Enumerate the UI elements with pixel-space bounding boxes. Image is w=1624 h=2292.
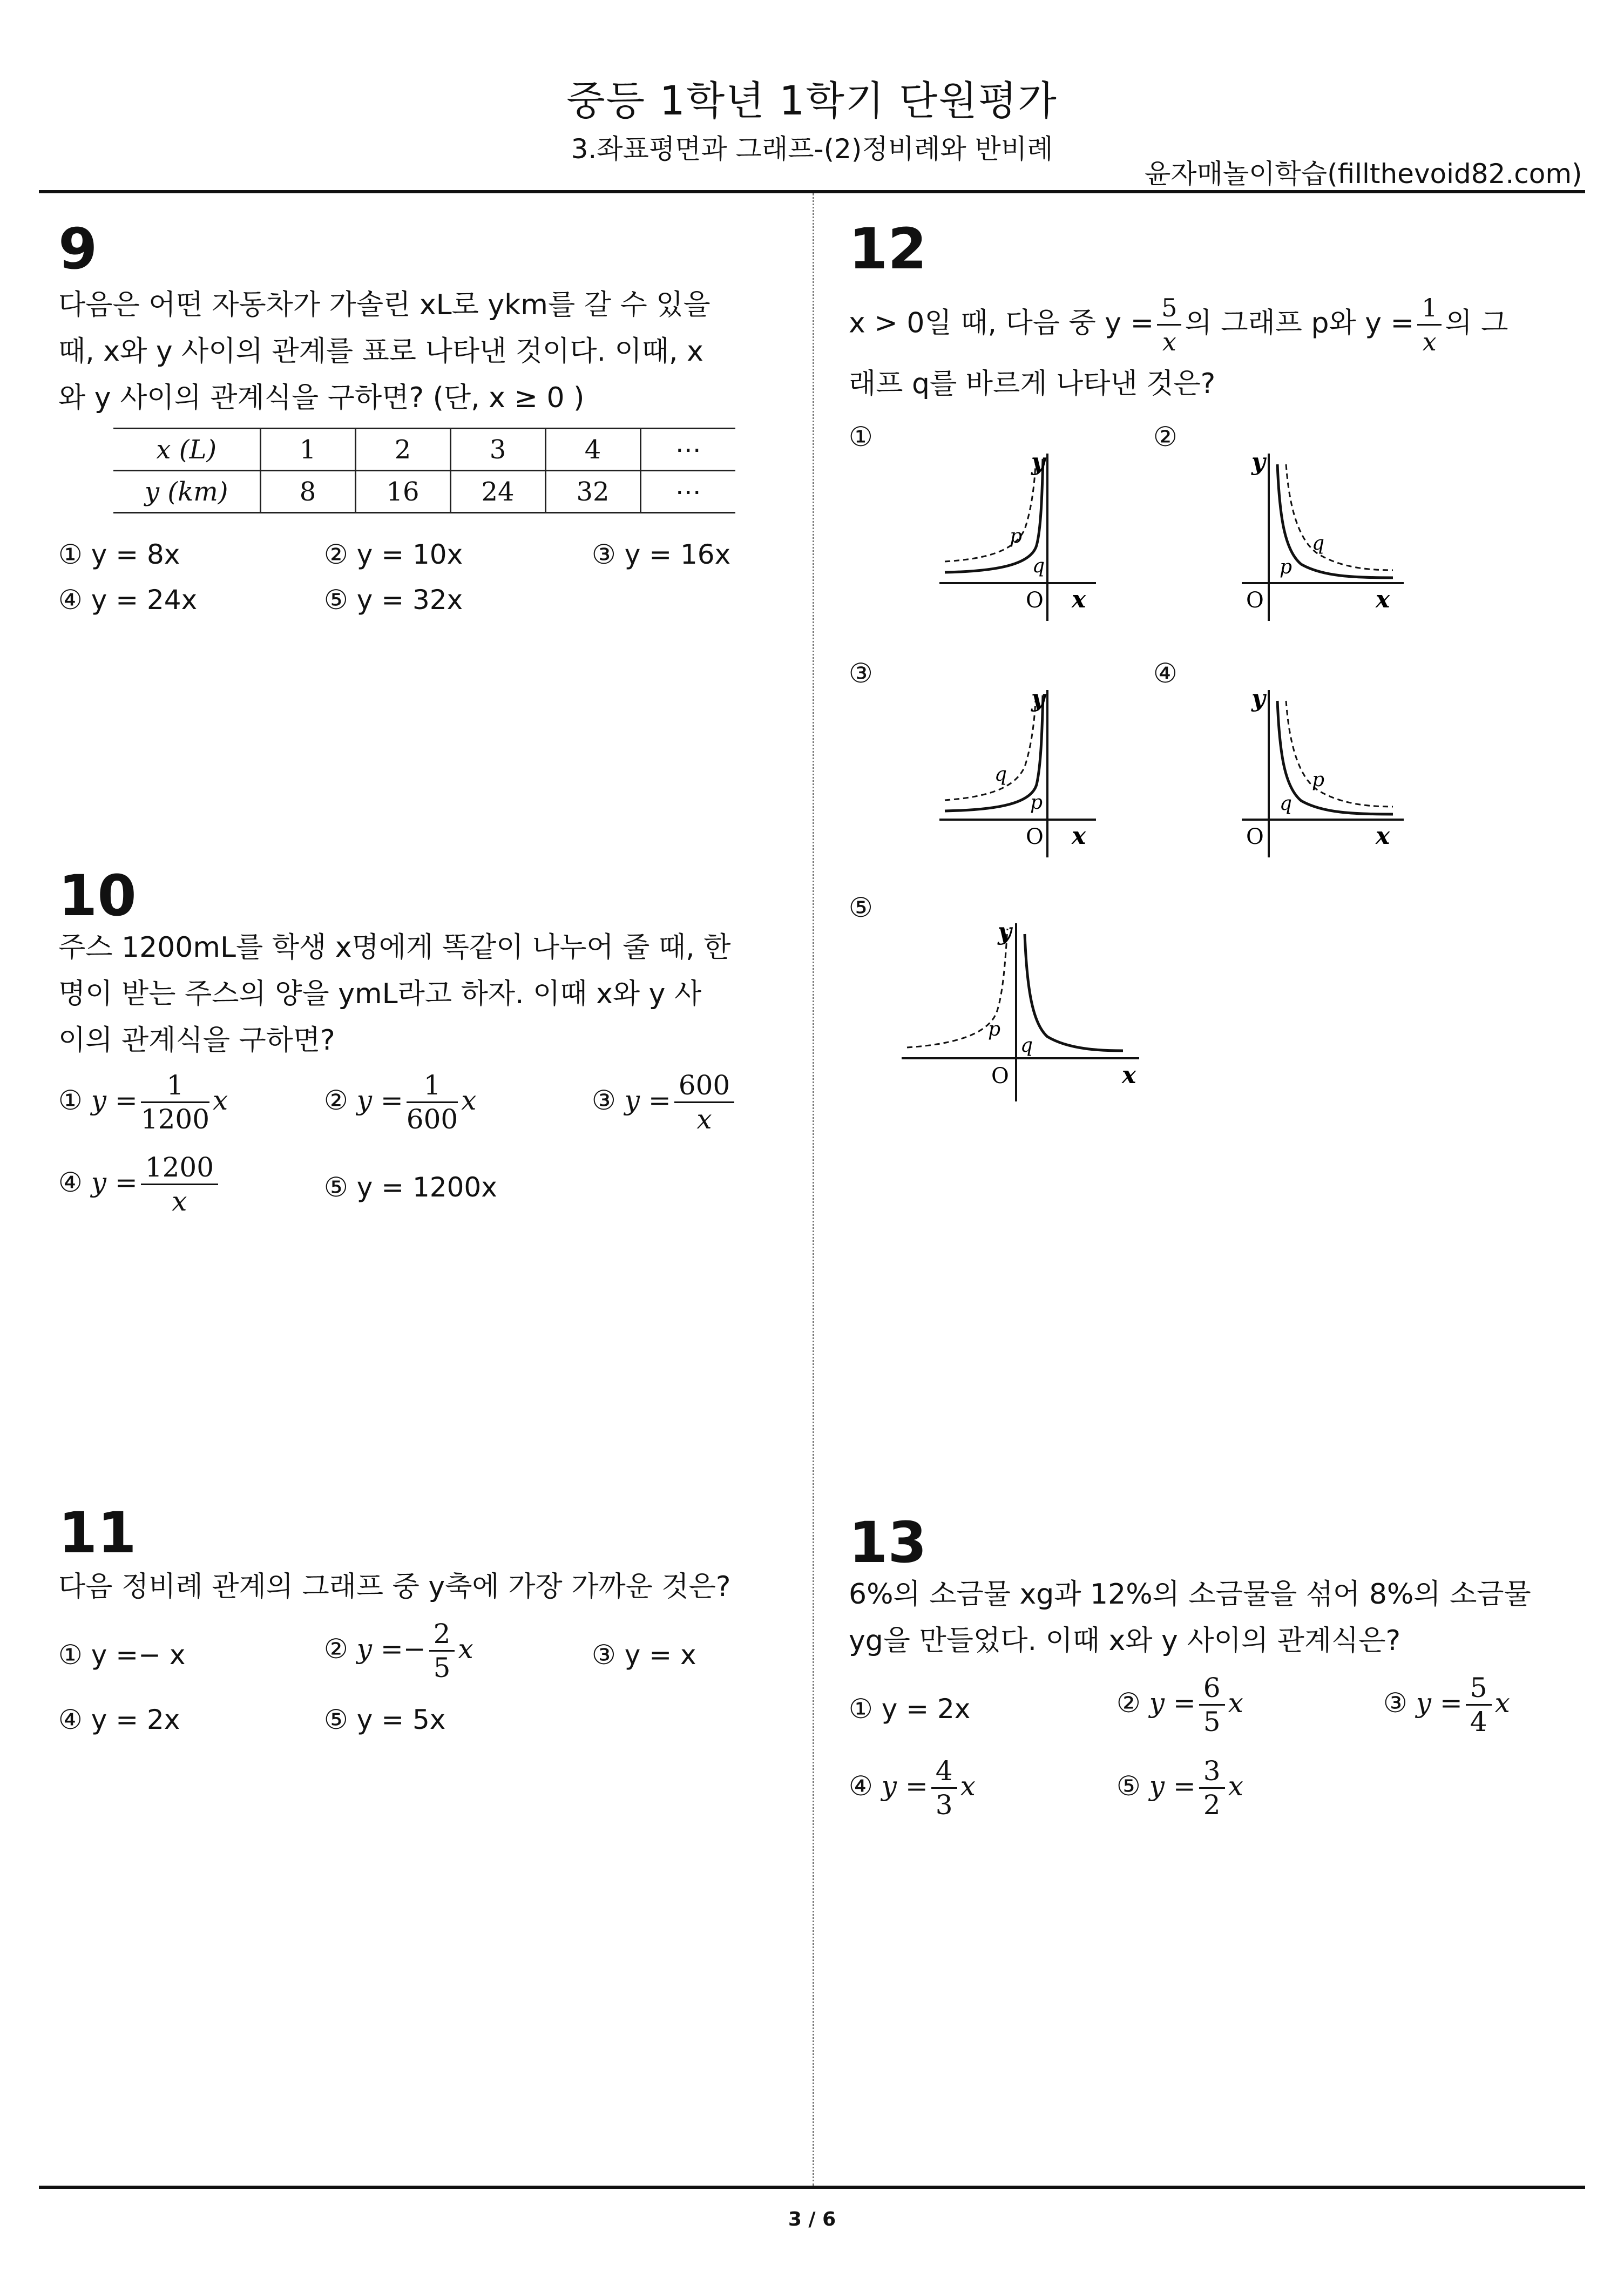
curve-p-label: p: [1010, 525, 1023, 547]
origin-label: O: [1026, 588, 1044, 613]
denominator: 2: [1203, 1789, 1221, 1821]
option-mark: ①: [58, 1085, 83, 1116]
question-11-option-5[interactable]: ⑤ y = 5x: [324, 1704, 446, 1735]
footer-rule: [39, 2186, 1585, 2189]
curve-q-label: q: [1280, 793, 1293, 815]
table-row: [113, 429, 735, 471]
denominator: 4: [1470, 1706, 1487, 1737]
denominator: x: [1422, 327, 1437, 356]
question-12-choice-4-label[interactable]: ④: [1153, 658, 1178, 689]
question-9-option-3[interactable]: ③ y = 16x: [592, 539, 731, 570]
option-suffix: x: [1494, 1687, 1510, 1719]
table-cell: 1: [260, 429, 355, 471]
question-10-option-1[interactable]: [58, 1069, 228, 1135]
numerator: 1200: [141, 1151, 218, 1185]
question-12-choice-5-label[interactable]: ⑤: [849, 892, 873, 923]
option-suffix: x: [1228, 1687, 1243, 1719]
curve-p: [1286, 701, 1393, 807]
numerator: 1: [1417, 292, 1442, 326]
column-divider: [813, 193, 814, 2186]
question-13-option-2[interactable]: [1116, 1672, 1243, 1738]
question-12-fragment: 의 그: [1445, 307, 1508, 340]
numerator: 4: [931, 1755, 957, 1789]
y-axis-label: y: [998, 918, 1012, 945]
page-title: 중등 1학년 1학기 단원평가: [566, 78, 1058, 124]
question-9-line: 때, x와 y 사이의 관계를 표로 나타낸 것이다. 이때, x: [58, 335, 703, 368]
question-13-line: 6%의 소금물 xg과 12%의 소금물을 섞어 8%의 소금물: [849, 1578, 1531, 1611]
denominator: 5: [1203, 1706, 1221, 1737]
table-header-x: x (L): [113, 429, 260, 471]
question-13-line: yg을 만들었다. 이때 x와 y 사이의 관계식은?: [849, 1625, 1401, 1657]
fraction: [931, 1755, 957, 1821]
denominator: x: [1162, 327, 1176, 356]
y-axis-label: y: [1251, 448, 1266, 476]
option-mark: ④: [849, 1770, 873, 1802]
y-axis-label: y: [1251, 685, 1266, 712]
question-13-option-4[interactable]: [849, 1755, 976, 1821]
question-13-text: [849, 1571, 1531, 1664]
question-10-line: 이의 관계식을 구하면?: [58, 1024, 335, 1057]
curve-q: [945, 701, 1036, 800]
origin-label: O: [1026, 824, 1044, 849]
option-lhs: y =: [91, 1167, 138, 1198]
question-10-number: 10: [58, 863, 137, 929]
origin-label: O: [1246, 588, 1264, 613]
question-12-line: 래프 q를 바르게 나타낸 것은?: [849, 368, 1216, 400]
numerator: 3: [1199, 1755, 1225, 1789]
table-cell: 24: [450, 471, 545, 513]
question-10-option-4[interactable]: [58, 1151, 221, 1218]
question-11-option-1[interactable]: ① y =− x: [58, 1639, 186, 1671]
option-mark: ⑤: [1116, 1770, 1141, 1802]
option-lhs: y =: [1416, 1687, 1463, 1719]
x-axis-label: x: [1376, 822, 1390, 850]
question-9-table: [113, 428, 735, 513]
question-12-graph-2[interactable]: [1236, 448, 1409, 626]
curve-q: [1025, 934, 1123, 1051]
x-axis-label: x: [1072, 822, 1086, 850]
question-12-fragment: 의 그래프 p와 y =: [1185, 307, 1415, 340]
question-11-option-3[interactable]: ③ y = x: [592, 1639, 696, 1671]
question-12-number: 12: [849, 216, 927, 282]
curve-q-label: q: [1032, 555, 1045, 577]
question-12-graph-1[interactable]: [934, 448, 1107, 626]
unit-subtitle: 3.좌표평면과 그래프-(2)정비례와 반비례: [571, 133, 1053, 165]
curve-q-label: q: [1312, 532, 1325, 555]
table-header-y: y (km): [113, 471, 260, 513]
table-cell: ⋯: [640, 429, 735, 471]
table-cell: 2: [355, 429, 450, 471]
question-12-choice-3-label[interactable]: ③: [849, 658, 873, 689]
denominator: 5: [433, 1652, 451, 1683]
curve-p-label: p: [988, 1018, 1001, 1040]
fraction: [674, 1069, 734, 1135]
question-11-number: 11: [58, 1500, 137, 1566]
question-10-line: 주스 1200mL를 학생 x명에게 똑같이 나누어 줄 때, 한: [58, 931, 731, 964]
numerator: 1: [407, 1069, 458, 1103]
question-11-text: 다음 정비례 관계의 그래프 중 y축에 가장 가까운 것은?: [58, 1571, 731, 1603]
x-axis-label: x: [1122, 1062, 1136, 1089]
option-mark: ②: [324, 1633, 348, 1665]
y-axis-label: y: [1031, 448, 1045, 476]
fraction: [1466, 1672, 1492, 1738]
x-axis-label: x: [1072, 586, 1086, 613]
table-cell: ⋯: [640, 471, 735, 513]
question-9-option-4[interactable]: ④ y = 24x: [58, 584, 198, 616]
question-9-line: 다음은 어떤 자동차가 가솔린 xL로 ykm를 갈 수 있을: [58, 289, 710, 321]
option-lhs: y =−: [356, 1633, 426, 1665]
question-12-choice-1-label[interactable]: ①: [849, 421, 873, 452]
denominator: 3: [935, 1789, 953, 1821]
numerator: 2: [429, 1618, 455, 1652]
option-suffix: x: [458, 1633, 473, 1665]
question-12-graph-4[interactable]: [1236, 685, 1409, 863]
fraction: [1417, 292, 1442, 358]
fraction: [1157, 292, 1181, 358]
y-axis-label: y: [1031, 685, 1045, 712]
site-credit: 윤자매놀이학습(fillthevoid82.com): [1145, 158, 1582, 190]
denominator: x: [172, 1186, 187, 1217]
question-9-number: 9: [58, 216, 98, 282]
question-13-number: 13: [849, 1510, 927, 1576]
header-rule: [39, 190, 1585, 193]
curve-p-label: p: [1030, 792, 1043, 814]
fraction: [429, 1618, 455, 1684]
curve-q-label: q: [1020, 1035, 1033, 1057]
question-10-option-5[interactable]: ⑤ y = 1200x: [324, 1172, 497, 1203]
denominator: 1200: [140, 1104, 210, 1135]
option-lhs: y =: [1149, 1770, 1196, 1802]
option-mark: ②: [1116, 1687, 1141, 1719]
fraction: [141, 1069, 209, 1135]
table-row: [113, 471, 735, 513]
denominator: 600: [406, 1104, 458, 1135]
numerator: 6: [1199, 1672, 1225, 1706]
curve-p-label: p: [1280, 556, 1293, 578]
curve-p: [1277, 464, 1393, 578]
fraction: [407, 1069, 458, 1135]
table-cell: 4: [545, 429, 640, 471]
option-suffix: x: [461, 1085, 477, 1116]
numerator: 1: [141, 1069, 209, 1103]
fraction: [1199, 1672, 1225, 1738]
origin-label: O: [991, 1064, 1009, 1088]
curve-p-label: p: [1312, 769, 1325, 791]
option-lhs: y =: [1149, 1687, 1196, 1719]
question-12-graph-3[interactable]: [934, 685, 1107, 863]
question-10-line: 명이 받는 주스의 양을 ymL라고 하자. 이때 x와 y 사: [58, 978, 702, 1010]
option-suffix: x: [960, 1770, 976, 1802]
curve-q: [1286, 464, 1393, 570]
question-13-option-3[interactable]: [1383, 1672, 1510, 1738]
option-mark: ④: [58, 1167, 83, 1198]
table-cell: 32: [545, 471, 640, 513]
fraction: [141, 1151, 218, 1218]
curve-q: [1277, 701, 1393, 814]
question-12-fragment: x > 0일 때, 다음 중 y =: [849, 307, 1154, 340]
question-10-option-2[interactable]: [324, 1069, 476, 1135]
option-lhs: y =: [91, 1085, 138, 1116]
table-cell: 8: [260, 471, 355, 513]
numerator: 5: [1466, 1672, 1492, 1706]
curve-q-label: q: [994, 763, 1007, 786]
denominator: x: [696, 1104, 712, 1135]
option-mark: ③: [1383, 1687, 1408, 1719]
question-11-option-4[interactable]: ④ y = 2x: [58, 1704, 180, 1735]
option-suffix: x: [213, 1085, 228, 1116]
option-mark: ②: [324, 1085, 348, 1116]
table-cell: 3: [450, 429, 545, 471]
question-13-option-5[interactable]: [1116, 1755, 1243, 1821]
question-13-option-1[interactable]: ① y = 2x: [849, 1693, 971, 1725]
numerator: 5: [1157, 292, 1181, 326]
question-12-text: [849, 292, 1508, 358]
fraction: [1199, 1755, 1225, 1821]
option-suffix: x: [1228, 1770, 1243, 1802]
page-number: 3 / 6: [788, 2208, 836, 2230]
question-9-text: [58, 282, 710, 421]
option-lhs: y =: [881, 1770, 928, 1802]
option-lhs: y =: [624, 1085, 671, 1116]
option-mark: ③: [592, 1085, 616, 1116]
question-9-option-5[interactable]: ⑤ y = 32x: [324, 584, 463, 616]
question-12-choice-2-label[interactable]: ②: [1153, 421, 1178, 452]
question-10-text: [58, 924, 730, 1064]
origin-label: O: [1246, 824, 1264, 849]
question-9-option-2[interactable]: ② y = 10x: [324, 539, 463, 570]
table-cell: 16: [355, 471, 450, 513]
question-10-option-3[interactable]: [592, 1069, 737, 1135]
question-12-graph-5[interactable]: [896, 918, 1155, 1107]
numerator: 600: [674, 1069, 734, 1103]
question-11-option-2[interactable]: [324, 1618, 473, 1684]
x-axis-label: x: [1376, 586, 1390, 613]
question-9-line: 와 y 사이의 관계식을 구하면? (단, x ≥ 0 ): [58, 382, 585, 414]
question-9-option-1[interactable]: ① y = 8x: [58, 539, 180, 570]
option-lhs: y =: [356, 1085, 403, 1116]
